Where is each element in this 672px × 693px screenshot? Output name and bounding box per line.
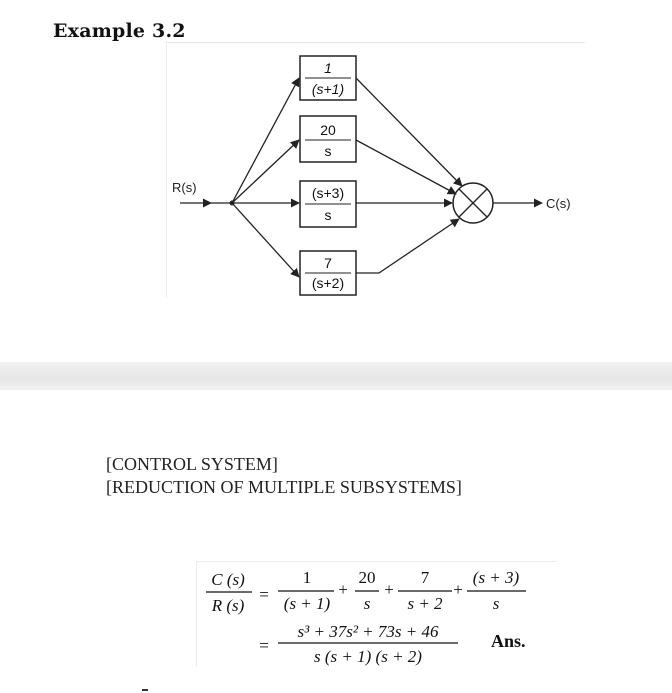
block-3-denominator: s: [324, 207, 332, 223]
term-4-denominator: s: [492, 594, 500, 613]
example-heading: Example 3.2: [53, 20, 186, 42]
equals-sign-2: =: [259, 636, 269, 655]
term-4-numerator: (s + 3): [472, 568, 520, 587]
plus-sign-3: +: [453, 580, 463, 599]
plus-sign-2: +: [384, 580, 394, 599]
result-denominator: s (s + 1) (s + 2): [314, 647, 422, 666]
page-separator: [0, 362, 672, 390]
block-1-to-sum: [356, 78, 462, 186]
term-2-numerator: 20: [358, 568, 376, 587]
block-1-numerator: 1: [324, 60, 332, 76]
output-label: C(s): [546, 196, 571, 211]
block-3-numerator: (s+3): [311, 185, 345, 201]
term-2-denominator: s: [363, 594, 371, 613]
lhs-numerator: C (s): [211, 570, 245, 589]
block-diagram: [166, 42, 586, 298]
caption-line-1: [CONTROL SYSTEM]: [106, 454, 278, 474]
lhs-denominator: R (s): [211, 596, 245, 615]
caption: [106, 453, 462, 499]
term-3-denominator: s + 2: [407, 594, 443, 613]
block-1-denominator: (s+1): [311, 81, 345, 97]
input-label: R(s): [172, 180, 197, 195]
block-2-to-sum: [356, 140, 456, 194]
transfer-function-equation: [196, 561, 556, 671]
block-2-denominator: s: [324, 143, 332, 159]
branch-to-block-1: [232, 78, 299, 203]
result-numerator: s³ + 37s² + 73s + 46: [297, 622, 439, 641]
term-3-numerator: 7: [420, 568, 430, 587]
block-4-to-sum: [356, 219, 459, 273]
block-4-denominator: (s+2): [311, 275, 345, 291]
branch-to-block-2: [232, 140, 299, 203]
block-2-numerator: 20: [320, 122, 336, 138]
term-1-denominator: (s + 1): [283, 594, 331, 613]
answer-label: Ans.: [491, 631, 526, 651]
block-4-numerator: 7: [324, 255, 332, 271]
branch-to-block-4: [232, 203, 299, 277]
caption-line-2: [REDUCTION OF MULTIPLE SUBSYSTEMS]: [106, 477, 462, 497]
equals-sign-1: =: [259, 585, 269, 604]
plus-sign-1: +: [338, 580, 348, 599]
term-1-numerator: 1: [302, 568, 312, 587]
stray-mark: [142, 689, 148, 691]
